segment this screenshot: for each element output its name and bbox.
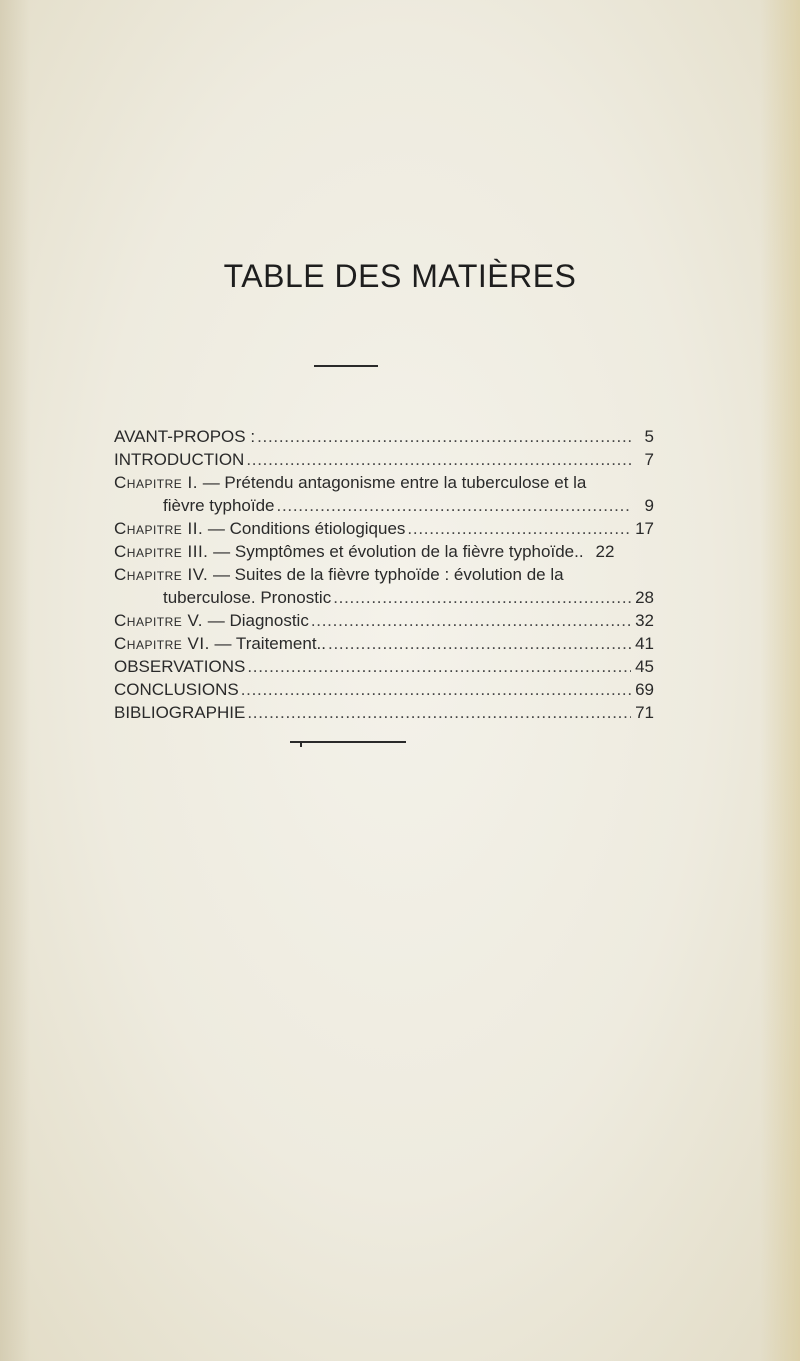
toc-leader-dots — [407, 517, 631, 540]
toc-page-number: 17 — [635, 519, 654, 538]
toc-leader-dots — [328, 632, 631, 655]
toc-page-number: 71 — [635, 703, 654, 722]
toc-chapter-prefix: Chapitre VI. — [114, 634, 210, 653]
toc-page-number: 41 — [635, 634, 654, 653]
toc-page-number: 9 — [644, 496, 654, 515]
toc-entry-continuation: fièvre typhoïde — [163, 496, 275, 515]
toc-chapter-prefix: Chapitre I. — [114, 473, 198, 492]
page-edge-left — [0, 0, 30, 1361]
toc-leader-dots — [257, 425, 632, 448]
toc-entry-chapitre-1 — [114, 471, 654, 517]
toc-entry-observations — [114, 655, 654, 678]
toc-entry-introduction — [114, 448, 654, 471]
toc-leader-dots — [247, 655, 631, 678]
toc-entry-text: OBSERVATIONS — [114, 657, 246, 676]
toc-entry-text: CONCLUSIONS — [114, 680, 239, 699]
toc-entry-continuation: tuberculose. Pronostic — [163, 588, 332, 607]
toc-leader-dots — [246, 448, 632, 471]
toc-leader-dots — [247, 701, 631, 724]
page-title: TABLE DES MATIÈRES — [223, 258, 577, 294]
toc-page-number: 7 — [644, 450, 654, 469]
toc-leader-dots — [241, 678, 631, 701]
toc-page-number: 32 — [635, 611, 654, 630]
toc-entry-avant-propos — [114, 425, 654, 448]
toc-page-number: 22 — [595, 542, 615, 561]
toc-page-number: 28 — [635, 588, 654, 607]
toc-entry-text: — Suites de la fièvre typhoïde : évolution de la — [208, 565, 564, 584]
toc-entry-text: — Traitement.. — [209, 634, 326, 653]
toc-entry-text: — Conditions étiologiques — [203, 519, 406, 538]
toc-entry-conclusions — [114, 678, 654, 701]
end-divider-tick — [300, 741, 302, 747]
table-of-contents — [114, 425, 654, 724]
toc-chapter-prefix: Chapitre V. — [114, 611, 204, 630]
toc-chapter-prefix: Chapitre IV. — [114, 565, 209, 584]
toc-leader-dots — [311, 609, 631, 632]
toc-entry-chapitre-2 — [114, 517, 654, 540]
toc-entry-text: — Symptômes et évolution de la fièvre typhoïde.. — [208, 542, 584, 561]
title-divider — [314, 365, 378, 367]
toc-page-number: 69 — [635, 680, 654, 699]
toc-chapter-prefix: Chapitre III. — [114, 542, 209, 561]
toc-entry-chapitre-5 — [114, 609, 654, 632]
toc-entry-text: BIBLIOGRAPHIE — [114, 703, 246, 722]
toc-entry-bibliographie — [114, 701, 654, 724]
toc-leader-dots — [277, 494, 632, 517]
toc-entry-text: — Diagnostic — [203, 611, 309, 630]
toc-entry-text: — Prétendu antagonisme entre la tuberculose et la — [197, 473, 587, 492]
toc-page-number: 45 — [635, 657, 654, 676]
toc-page-number: 5 — [644, 427, 654, 446]
toc-entry-chapitre-4 — [114, 563, 654, 609]
toc-entry-chapitre-3 — [114, 540, 654, 563]
end-divider — [290, 741, 406, 743]
page-edge-right — [760, 0, 800, 1361]
toc-chapter-prefix: Chapitre II. — [114, 519, 204, 538]
toc-entry-chapitre-6 — [114, 632, 654, 655]
toc-entry-text: INTRODUCTION — [114, 450, 245, 469]
toc-leader-dots — [333, 586, 631, 609]
toc-entry-text: AVANT-PROPOS : — [114, 427, 256, 446]
